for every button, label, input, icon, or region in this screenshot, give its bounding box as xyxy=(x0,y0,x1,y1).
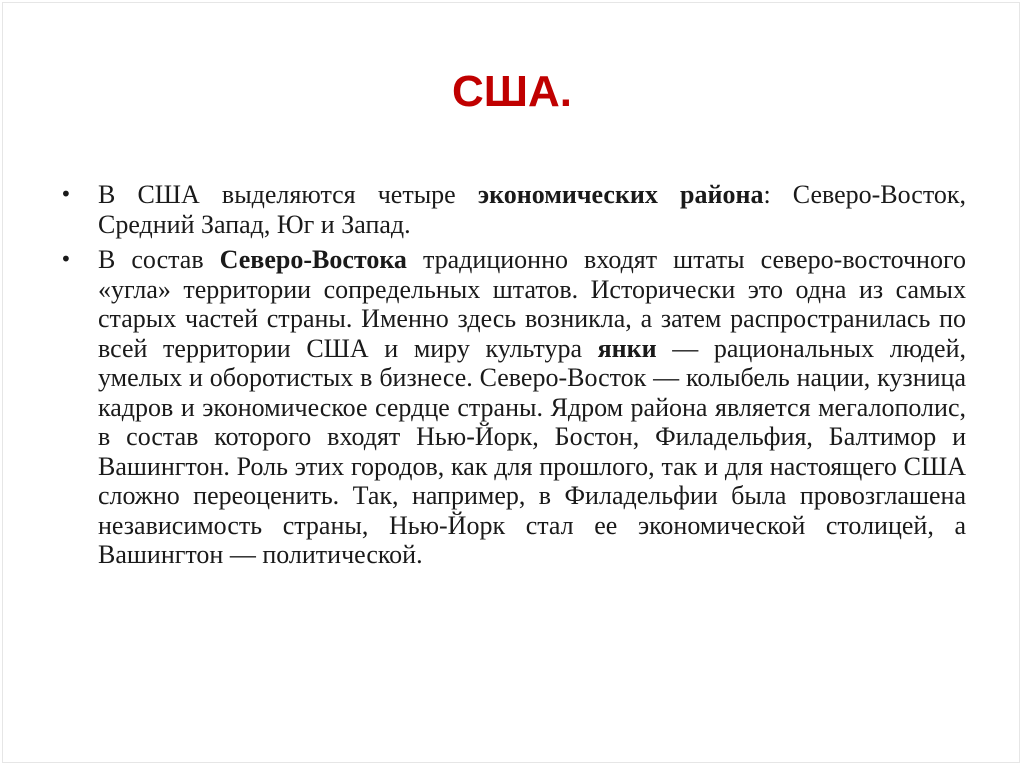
slide-title: США. xyxy=(452,67,572,116)
bullet-text: : Северо-Восток, Средний Запад, Юг и Запад. xyxy=(98,180,966,239)
bullet-dot-icon: • xyxy=(60,247,72,271)
bullet-text: В США выделяются четыре xyxy=(98,180,478,209)
bullet-text: традиционно входят штаты северо-восточного «угла» территории сопредельных штатов. Исторически это одна из самых старых частей страны. Именно здесь возникла, а затем распространилась по всей территории США и миру культура xyxy=(98,245,966,363)
bullet-item-regions xyxy=(60,180,966,239)
bullet-dot-icon: • xyxy=(60,182,72,206)
bullet-text: В состав xyxy=(98,245,220,274)
bullet-item-northeast xyxy=(60,245,966,570)
bullet-text-bold: Северо-Востока xyxy=(219,245,407,274)
bullet-list xyxy=(60,180,966,576)
bullet-text: — рациональных людей, умелых и оборотистых в бизнесе. Северо-Восток — колыбель нации, кузница кадров и экономическое сердце страны. Ядром района является мегалополис, в состав которого входят Нью-Йорк, Бостон, Филадельфия, Балтимор и Вашингтон. Роль этих городов, как для прошлого, так и для настоящего США сложно переоценить. Так, например, в Филадельфии была провозглашена независимость страны, Нью-Йорк стал ее экономической столицей, а Вашингтон — политической. xyxy=(98,333,966,569)
bullet-text-bold: янки xyxy=(597,333,657,363)
bullet-text-bold: экономических района xyxy=(477,180,764,209)
